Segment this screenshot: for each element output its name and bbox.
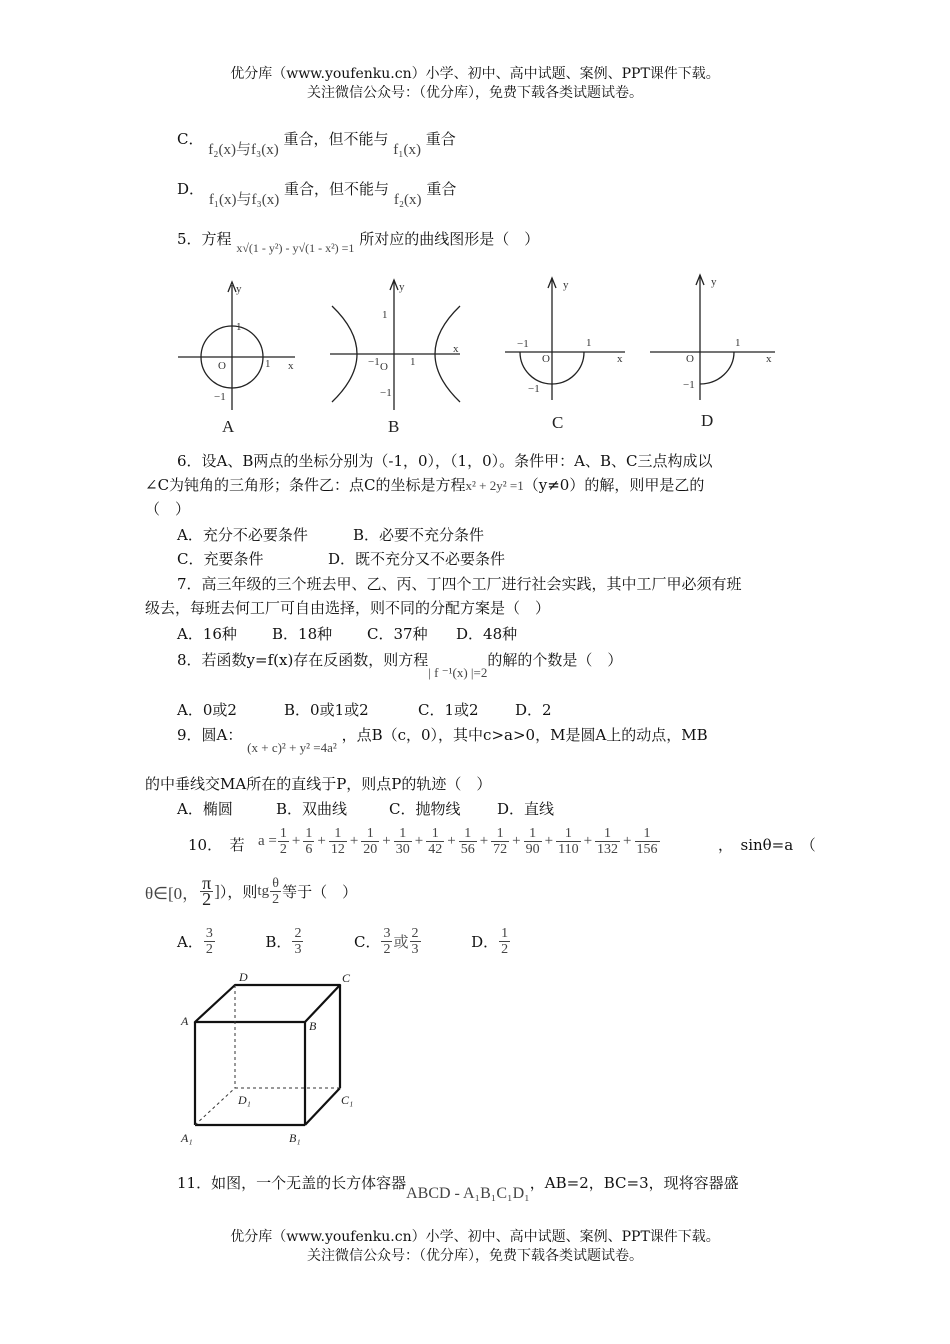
q9-option-a: A．椭圆	[177, 800, 233, 818]
q10-term: $\frac{1}{20}$	[363, 826, 378, 857]
svg-text:y: y	[563, 279, 569, 291]
q10-plus: +	[479, 833, 489, 849]
q5-suffix: 所对应的曲线图形是（ ）	[359, 230, 540, 248]
q10-opt-d: $\frac{1}{2}$	[501, 926, 509, 957]
q7-option-c: C．37种	[367, 625, 428, 643]
q6-line-1: 6．设A、B两点的坐标分别为（-1，0），（1，0）。条件甲：A、B、C三点构成以	[177, 452, 713, 470]
q5-equation: x√(1 - y²) - y√(1 - x²) =1	[236, 241, 355, 255]
q9-question	[177, 724, 708, 755]
graph-a-label: A	[222, 417, 235, 436]
svg-text:1: 1	[586, 337, 592, 349]
q10-suffix: ， sinθ=a （	[718, 836, 816, 854]
q10-plus: +	[512, 833, 521, 849]
q10-term: $\frac{1}{6}$	[305, 826, 313, 857]
q8-equation: | f ⁻¹(x) |=2	[428, 665, 488, 680]
q10-pi-half: $\frac{\pi}{2}$	[202, 873, 212, 909]
q10-term: $\frac{1}{132}$	[597, 826, 619, 857]
q10-theta-prefix: θ∈[0，	[145, 884, 200, 903]
svg-text:y: y	[711, 276, 717, 288]
q7-option-d: D．48种	[456, 625, 518, 643]
q10-prefix: 10． 若	[188, 836, 245, 854]
svg-text:−1: −1	[214, 391, 226, 403]
q4-d-math2: f₂(x)	[393, 192, 422, 208]
q10-plus: +	[291, 833, 301, 849]
q8-prefix: 8．若函数y=f(x)存在反函数，则方程	[177, 651, 429, 669]
box-label-a: A	[181, 1014, 189, 1028]
box-label-b: B	[309, 1019, 317, 1033]
q4-option-d	[177, 178, 457, 208]
q10-term: $\frac{1}{2}$	[279, 826, 287, 857]
box-label-d: D	[239, 970, 248, 984]
box-label-d1: D₁	[238, 1093, 251, 1107]
svg-text:x: x	[288, 360, 294, 372]
svg-text:−1: −1	[683, 379, 695, 391]
q10-opt-b: $\frac{2}{3}$	[294, 926, 302, 957]
q10-plus: +	[544, 833, 554, 849]
q8-option-c: C．1或2	[418, 701, 479, 719]
svg-text:O: O	[686, 353, 694, 365]
q10-term: $\frac{1}{30}$	[395, 826, 410, 857]
q9-option-b: B．双曲线	[276, 800, 348, 818]
q10-opt-c2: $\frac{2}{3}$	[411, 926, 419, 957]
q10-half-theta: $\frac{\theta}{2}$	[272, 876, 280, 907]
svg-text:−1: −1	[517, 338, 529, 350]
footer-line-2: 关注微信公众号：（优分库），免费下载各类试题试卷。	[307, 1248, 643, 1264]
q10-plus: +	[382, 833, 391, 849]
q6-line-3: （ ）	[145, 500, 191, 518]
svg-text:1: 1	[410, 356, 416, 368]
q4-d-text1: 重合，但不能与	[284, 180, 390, 198]
box-label-c: C	[342, 971, 351, 985]
header-line-1: 优分库（www.youfenku.cn）小学、初中、高中试题、案例、PPT课件下载。	[230, 66, 720, 82]
header-line-2: 关注微信公众号：（优分库），免费下载各类试题试卷。	[307, 85, 643, 101]
q10-opt-b-label: B．	[265, 933, 292, 951]
q10-options	[177, 926, 511, 957]
q5-graphs	[170, 270, 790, 440]
q10-theta-close: ]	[214, 881, 220, 901]
svg-text:1: 1	[735, 337, 741, 349]
graph-b	[330, 280, 460, 410]
svg-text:−1: −1	[368, 356, 380, 368]
q6-line2-b: （y≠0）的解，则甲是乙的	[523, 476, 705, 494]
q4-c-text2: 重合	[425, 130, 456, 148]
q6-line-2	[145, 474, 704, 497]
q10-plus: +	[447, 833, 456, 849]
q10-plus: +	[317, 833, 326, 849]
q5-prefix: 5．方程	[177, 230, 232, 248]
q7-option-b: B．18种	[272, 625, 333, 643]
q6-option-b: B．必要不充分条件	[353, 526, 485, 544]
q4-c-math2: f₁(x)	[393, 142, 421, 158]
graph-d-label: D	[701, 411, 714, 430]
q8-question	[177, 649, 623, 680]
q10-plus: +	[583, 833, 593, 849]
svg-text:1: 1	[382, 309, 388, 321]
q7-line-1: 7．高三年级的三个班去甲、乙、丙、丁四个工厂进行社会实践，其中工厂甲必须有班	[177, 575, 742, 593]
q8-option-d: D．2	[515, 701, 552, 719]
svg-text:y: y	[399, 281, 405, 293]
q6-option-d: D．既不充分又不必要条件	[328, 550, 506, 568]
box-label-a1: A₁	[181, 1131, 193, 1145]
graph-a	[178, 282, 295, 410]
q4-d-label: D．	[177, 180, 205, 198]
svg-text:O: O	[218, 360, 226, 372]
q10-term: $\frac{1}{72}$	[493, 826, 508, 857]
q9-equation: (x + c)² + y² =4a²	[247, 740, 337, 755]
q10-opt-d-label: D．	[471, 933, 499, 951]
q5-question	[177, 228, 540, 255]
q4-d-text2: 重合	[426, 180, 457, 198]
box-figure	[175, 970, 365, 1148]
q10-equals: 等于（ ）	[282, 883, 358, 901]
graph-d	[650, 275, 775, 400]
q10-term: $\frac{1}{156}$	[636, 826, 658, 857]
q10-plus: +	[414, 833, 424, 849]
q10-series	[258, 826, 661, 857]
q10-term: $\frac{1}{110}$	[558, 826, 579, 857]
q4-c-text1: 重合，但不能与	[283, 130, 389, 148]
q10-line-2	[145, 873, 358, 909]
q11-prefix: 11．如图，一个无盖的长方体容器	[177, 1174, 407, 1192]
q10-tg: tg	[257, 883, 270, 899]
svg-text:x: x	[453, 343, 459, 355]
q9-option-c: C．抛物线	[389, 800, 461, 818]
q10-opt-c1: $\frac{3}{2}$	[383, 926, 391, 957]
svg-text:1: 1	[236, 321, 242, 333]
q9-option-d: D．直线	[497, 800, 555, 818]
svg-text:O: O	[380, 361, 388, 373]
q10-opt-a: $\frac{3}{2}$	[205, 926, 213, 957]
q7-option-a: A．16种	[177, 625, 237, 643]
q4-c-label: C．	[177, 130, 204, 148]
q6-option-c: C．充要条件	[177, 550, 264, 568]
q8-suffix: 的解的个数是（ ）	[487, 651, 623, 669]
q4-option-c	[177, 128, 456, 158]
q10-term: $\frac{1}{56}$	[460, 826, 475, 857]
graph-c-label: C	[552, 413, 564, 432]
svg-text:O: O	[542, 353, 550, 365]
q10-term: $\frac{1}{12}$	[330, 826, 345, 857]
box-label-b1: B₁	[289, 1131, 301, 1145]
q10-plus: +	[623, 833, 632, 849]
q9-prefix: 9．圆A：	[177, 726, 243, 744]
q10-opt-c-or: 或	[393, 935, 409, 951]
q11-question	[177, 1172, 739, 1202]
q10-then: ），则	[219, 883, 258, 901]
q4-d-math1: f₁(x)与f₃(x)	[208, 192, 280, 208]
q4-c-math1: f₂(x)与f₃(x)	[208, 142, 279, 158]
q6-option-a: A．充分不必要条件	[177, 526, 308, 544]
q10-a-eq: a =	[258, 833, 277, 849]
box-label-c1: C₁	[341, 1093, 354, 1107]
q11-suffix: ，AB=2，BC=3，现将容器盛	[529, 1174, 739, 1192]
graph-b-label: B	[388, 417, 400, 436]
q10-opt-a-label: A．	[177, 933, 203, 951]
q10-term: $\frac{1}{90}$	[525, 826, 540, 857]
q8-option-a: A．0或2	[177, 701, 237, 719]
svg-text:y: y	[236, 283, 242, 295]
q8-option-b: B．0或1或2	[284, 701, 369, 719]
svg-text:x: x	[617, 353, 623, 365]
q10-term: $\frac{1}{42}$	[428, 826, 443, 857]
svg-text:−1: −1	[380, 387, 392, 399]
q9-suffix: ，点B（c，0），其中c>a>0，M是圆A上的动点，MB	[341, 726, 708, 744]
q6-line2-a: ∠C为钝角的三角形；条件乙：点C的坐标是方程	[145, 476, 466, 494]
svg-text:1: 1	[265, 358, 271, 370]
footer-line-1: 优分库（www.youfenku.cn）小学、初中、高中试题、案例、PPT课件下载。	[230, 1229, 720, 1245]
q6-equation: x² + 2y² =1	[465, 478, 524, 493]
svg-text:−1: −1	[528, 383, 540, 395]
q9-line-2: 的中垂线交MA所在的直线于P，则点P的轨迹（ ）	[145, 775, 492, 793]
q7-line-2: 级去，每班去何工厂可自由选择，则不同的分配方案是（ ）	[145, 599, 551, 617]
q10-plus: +	[349, 833, 359, 849]
q10-opt-c-label: C．	[354, 933, 381, 951]
svg-text:x: x	[766, 353, 772, 365]
q11-equation: ABCD - A₁B₁C₁D₁	[406, 1185, 530, 1202]
